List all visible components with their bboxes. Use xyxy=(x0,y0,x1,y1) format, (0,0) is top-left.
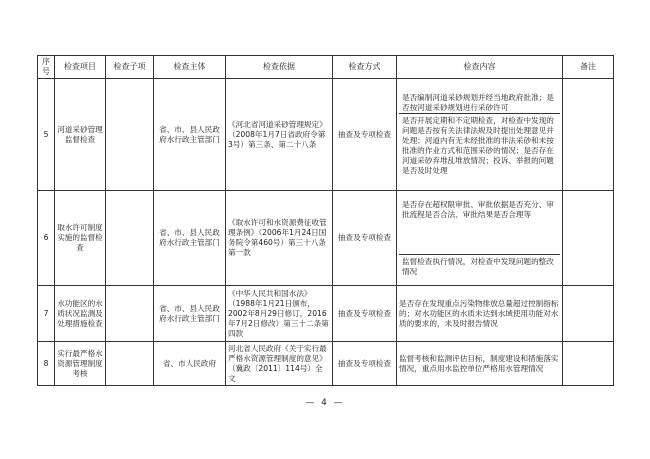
row-content: 是否存在发现重点污染物排放总量超过控制指标的；对水功能区的水质未达到水域使用功能对水质的要求的，未及时报告情况 xyxy=(397,286,563,342)
content-line: 监督检查执行情况，对检查中发现问题的整改情况 xyxy=(402,256,554,276)
table-row xyxy=(38,79,614,191)
header-note: 备注 xyxy=(563,56,614,79)
row-basis: 河北省人民政府《关于实行最严格水资源管理制度的意见》（冀政〔2011〕114号）全文 xyxy=(226,342,333,386)
content-line: 是否开展定期和不定期检查，对检查中发现的问题是否按有关法律法规及时提出处理意见并处理；河道内有无未经批准的非法采砂和未按批准的作业方式和范围采砂的情况；是否存在河道采砂弃堆乱堆放情况；投诉、举报的问题是否及时处理 xyxy=(402,116,554,175)
row-method: 抽查及专项检查 xyxy=(333,342,397,386)
row-no: 7 xyxy=(38,286,55,342)
row-subitem xyxy=(106,79,154,191)
table-header-row xyxy=(38,56,614,79)
row-note xyxy=(563,191,614,286)
row-no: 5 xyxy=(38,79,55,191)
header-subitem: 检查子项 xyxy=(106,56,154,79)
row-note xyxy=(563,79,614,191)
row-note xyxy=(563,342,614,386)
header-method: 检查方式 xyxy=(333,56,397,79)
row-subitem xyxy=(106,342,154,386)
row-subject: 省、市、县人民政府水行政主管部门 xyxy=(154,79,226,191)
header-subject: 检查主体 xyxy=(154,56,226,79)
row-subject: 省、市、县人民政府水行政主管部门 xyxy=(154,286,226,342)
row-basis: 《河北省河道采砂管理规定》（2008年1月7日省政府令第3号）第三条、第二十八条 xyxy=(226,79,333,191)
row-item: 实行最严格水资源管理制度考核 xyxy=(55,342,106,386)
row-note xyxy=(563,286,614,342)
inspection-table xyxy=(37,55,614,386)
row-item: 水功能区的水质状况监测及处理措施检查 xyxy=(55,286,106,342)
table-row xyxy=(38,286,614,342)
header-item: 检查项目 xyxy=(55,56,106,79)
row-content xyxy=(397,79,563,191)
row-content: 监督考核和监测评估目标，制度建设和措施落实情况，重点用水监控单位严格用水管理情况 xyxy=(397,342,563,386)
row-method: 抽查及专项检查 xyxy=(333,79,397,191)
row-basis: 《取水许可和水资源费征收管理条例》（2006年1月24日国务院令第460号）第三十八条第一款 xyxy=(226,191,333,286)
content-line: 是否编制河道采砂规划并经当地政府批准；是否按河道采砂规划进行采砂许可 xyxy=(399,91,560,114)
row-subject: 省、市人民政府 xyxy=(154,342,226,386)
content-line: 是否存在超权限审批、审批依据是否充分、审批流程是否合法、审批结果是否合理等 xyxy=(399,198,560,255)
page-number: — 4 — xyxy=(305,398,345,408)
row-method: 抽查及专项检查 xyxy=(333,286,397,342)
table-row xyxy=(38,191,614,286)
row-basis: 《中华人民共和国水法》（1988年1月21日颁布，2002年8月29日修订，2016年7月2日修改）第三十二条第四款 xyxy=(226,286,333,342)
table-row xyxy=(38,342,614,386)
row-subitem xyxy=(106,286,154,342)
header-content: 检查内容 xyxy=(397,56,563,79)
row-item: 河道采砂管理监督检查 xyxy=(55,79,106,191)
row-no: 6 xyxy=(38,191,55,286)
header-basis: 检查依据 xyxy=(226,56,333,79)
row-content xyxy=(397,191,563,286)
row-subitem xyxy=(106,191,154,286)
row-no: 8 xyxy=(38,342,55,386)
row-method: 抽查及专项检查 xyxy=(333,191,397,286)
row-item: 取水许可制度实施的监督检查 xyxy=(55,191,106,286)
row-subject: 省、市、县人民政府水行政主管部门 xyxy=(154,191,226,286)
header-no: 序号 xyxy=(38,56,55,79)
